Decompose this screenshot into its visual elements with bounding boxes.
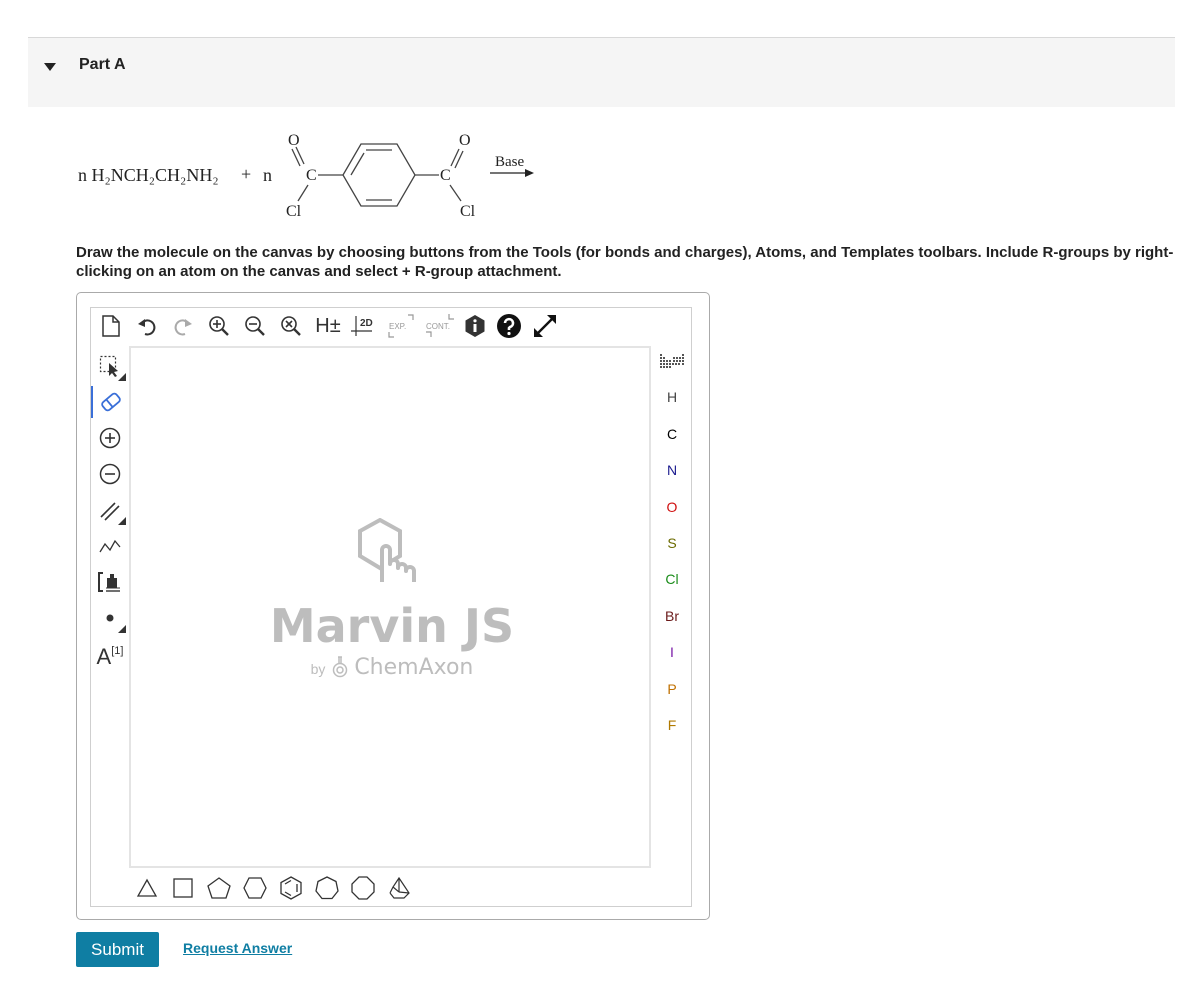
atom-label-letter: A xyxy=(96,644,112,669)
submenu-corner-icon xyxy=(118,517,126,525)
atom-o-button[interactable]: O xyxy=(666,499,678,515)
carbon-right: C xyxy=(440,167,451,184)
redo-icon[interactable] xyxy=(169,312,197,340)
atom-h-button[interactable]: H xyxy=(666,389,678,405)
oxygen-right: O xyxy=(459,132,471,149)
help-icon[interactable] xyxy=(495,312,523,340)
cyclooctane-icon[interactable] xyxy=(348,874,378,902)
bracket-icon[interactable] xyxy=(93,566,127,598)
atoms-toolbar xyxy=(653,346,691,746)
left-toolbar xyxy=(91,346,129,766)
hydrogens-icon[interactable]: H± xyxy=(315,314,341,337)
zoom-in-icon[interactable] xyxy=(205,312,233,340)
atom-label-icon[interactable] xyxy=(93,638,127,670)
submenu-corner-icon xyxy=(118,373,126,381)
plus-sign: + xyxy=(241,164,252,184)
reactant-diamine: n H₂NCH₂CH₂NH₂ xyxy=(78,165,219,185)
watermark-by: by xyxy=(310,661,326,677)
atom-p-button[interactable]: P xyxy=(667,681,677,697)
select-icon[interactable] xyxy=(93,350,127,382)
reaction-arrow-icon xyxy=(490,169,534,177)
coefficient-n: n xyxy=(263,165,272,185)
chemaxon-flask-icon xyxy=(332,656,348,683)
atom-label-map-number: [1] xyxy=(111,645,124,657)
atom-n-button[interactable]: N xyxy=(666,462,678,478)
atom-i-button[interactable]: I xyxy=(670,644,674,660)
zoom-out-icon[interactable] xyxy=(241,312,269,340)
chlorine-right: Cl xyxy=(460,203,476,220)
submenu-corner-icon xyxy=(118,625,126,633)
eraser-icon[interactable] xyxy=(91,386,129,418)
bicyclic-icon[interactable] xyxy=(384,874,414,902)
reaction-equation xyxy=(78,123,548,223)
contract-icon[interactable] xyxy=(423,312,457,340)
atom-c-button[interactable]: C xyxy=(666,426,678,442)
radical-icon[interactable] xyxy=(93,602,127,634)
periodic-table-icon[interactable] xyxy=(653,346,691,376)
top-toolbar xyxy=(91,308,691,344)
atom-f-button[interactable]: F xyxy=(667,717,677,733)
clean-2d-label: 2D xyxy=(360,318,373,329)
atom-s-button[interactable]: S xyxy=(667,535,677,551)
expand-label: EXP. xyxy=(389,322,407,331)
cycloheptane-icon[interactable] xyxy=(312,874,342,902)
positive-charge-icon[interactable] xyxy=(93,422,127,454)
contract-label: CONT. xyxy=(426,322,450,331)
terephthaloyl-chloride-structure xyxy=(286,132,476,220)
atom-br-button[interactable]: Br xyxy=(665,608,679,624)
cyclobutane-icon[interactable] xyxy=(168,874,198,902)
instructions: Draw the molecule on the canvas by choosing buttons from the Tools (for bonds and charges), Atoms, and Templates toolbars. Include R-groups by right-clicking on an atom on the canvas and select + R-group attachment. xyxy=(76,244,1174,280)
collapse-caret-icon[interactable] xyxy=(44,63,56,71)
undo-icon[interactable] xyxy=(133,312,161,340)
drawing-canvas[interactable] xyxy=(129,346,651,868)
new-document-icon[interactable] xyxy=(97,312,125,340)
submit-button[interactable]: Submit xyxy=(76,932,159,967)
bond-icon[interactable] xyxy=(93,494,127,526)
watermark-title: Marvin JS xyxy=(269,599,515,653)
cyclopentane-icon[interactable] xyxy=(204,874,234,902)
chain-icon[interactable] xyxy=(93,530,127,562)
clean-2d-icon[interactable] xyxy=(349,312,379,340)
part-header[interactable] xyxy=(28,37,1175,107)
expand-icon[interactable] xyxy=(385,312,417,340)
fullscreen-icon[interactable] xyxy=(531,312,559,340)
cyclohexane-icon[interactable] xyxy=(240,874,270,902)
templates-toolbar xyxy=(129,870,651,904)
marvin-logo-icon xyxy=(352,518,432,588)
info-icon[interactable] xyxy=(461,312,489,340)
marvin-watermark xyxy=(131,518,653,683)
cyclopropane-icon[interactable] xyxy=(132,874,162,902)
base-label: Base xyxy=(495,154,525,170)
watermark-brand: ChemAxon xyxy=(354,655,474,680)
request-answer-link[interactable]: Request Answer xyxy=(183,940,293,956)
part-title: Part A xyxy=(79,56,126,73)
oxygen-left: O xyxy=(288,132,300,149)
negative-charge-icon[interactable] xyxy=(93,458,127,490)
chlorine-left: Cl xyxy=(286,203,302,220)
benzene-icon[interactable] xyxy=(276,874,306,902)
editor-frame xyxy=(90,307,692,907)
atom-cl-button[interactable]: Cl xyxy=(665,571,679,587)
marvin-editor xyxy=(76,292,710,920)
carbon-left: C xyxy=(306,167,317,184)
zoom-fit-icon[interactable] xyxy=(277,312,305,340)
